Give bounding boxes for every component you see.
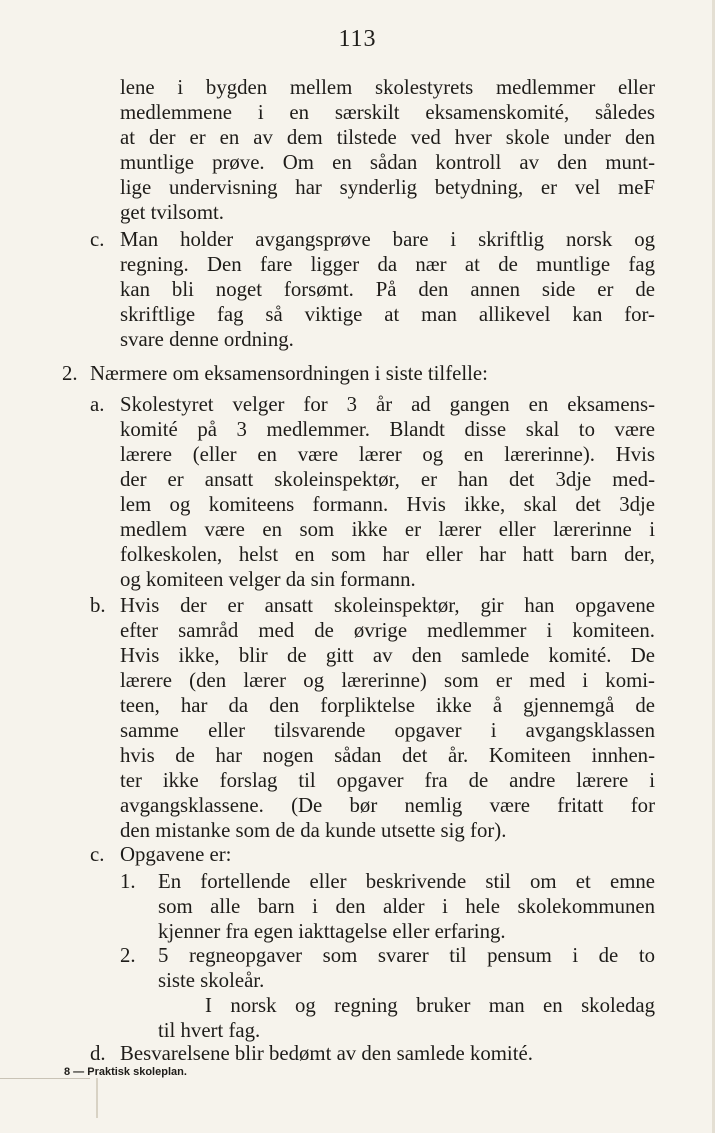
text-line: komité på 3 medlemmer. Blandt disse skal to være	[120, 418, 655, 441]
text-line: lærere (eller en være lærer og en lærerinne). Hvis	[120, 443, 655, 466]
text-line: lene i bygden mellem skolestyrets medlemmer eller	[120, 76, 655, 99]
text-line: svare denne ordning.	[120, 328, 294, 351]
text-line: siste skoleår.	[158, 969, 265, 992]
section-label: 2.	[62, 362, 78, 385]
text-line: som alle barn i den alder i hele skolekommunen	[158, 895, 655, 918]
text-line: Hvis der er ansatt skoleinspektør, gir han opgavene	[120, 594, 655, 617]
text-line: get tvilsomt.	[120, 201, 224, 224]
subitem-label: 2.	[120, 944, 136, 967]
page-number: 113	[338, 26, 377, 52]
divider	[0, 1078, 90, 1079]
text-line: samme eller tilsvarende opgaver i avgangsklassen	[120, 719, 655, 742]
text-line: efter samråd med de øvrige medlemmer i komiteen.	[120, 619, 655, 642]
text-line: Opgavene er:	[120, 843, 232, 866]
footer-signature: 8 — Praktisk skoleplan.	[64, 1066, 187, 1078]
text-line: der er ansatt skoleinspektør, er han det 3dje med-	[120, 468, 655, 491]
text-line: Man holder avgangsprøve bare i skriftlig norsk og	[120, 228, 655, 251]
text-line: 5 regneopgaver som svarer til pensum i de to	[158, 944, 655, 967]
text-line: ter ikke forslag til opgaver fra de andre lærere i	[120, 769, 655, 792]
text-line: folkeskolen, helst en som har eller har hatt barn der,	[120, 543, 655, 566]
item-label: b.	[90, 594, 106, 617]
text-line: Hvis ikke, blir de gitt av den samlede komité. De	[120, 644, 655, 667]
text-line: muntlige prøve. Om en sådan kontroll av den munt-	[120, 151, 655, 174]
item-label: c.	[90, 843, 105, 866]
item-label: a.	[90, 393, 105, 416]
text-line: regning. Den fare ligger da nær at de muntlige fag	[120, 253, 655, 276]
text-line: lærere (den lærer og lærerinne) som er med i komi-	[120, 669, 655, 692]
text-line: I norsk og regning bruker man en skoledag	[205, 994, 655, 1017]
text-line: kan bli noget forsømt. På den annen side er de	[120, 278, 655, 301]
text-line: medlem være en som ikke er lærer eller lærerinne i	[120, 518, 655, 541]
text-line: En fortellende eller beskrivende stil om et emne	[158, 870, 655, 893]
text-line: den mistanke som de da kunde utsette sig for).	[120, 819, 507, 842]
text-line: til hvert fag.	[158, 1019, 261, 1042]
text-line: Besvarelsene blir bedømt av den samlede komité.	[120, 1042, 533, 1065]
text-line: avgangsklassene. (De bør nemlig være fritatt for	[120, 794, 655, 817]
text-line: kjenner fra egen iakttagelse eller erfaring.	[158, 920, 506, 943]
text-line: Skolestyret velger for 3 år ad gangen en eksamens-	[120, 393, 655, 416]
text-line: medlemmene i en særskilt eksamenskomité, således	[120, 101, 655, 124]
text-line: lem og komiteens formann. Hvis ikke, skal det 3dje	[120, 493, 655, 516]
item-label: d.	[90, 1042, 106, 1065]
divider	[96, 1078, 98, 1118]
text-line: skriftlige fag så viktige at man allikevel kan for-	[120, 303, 655, 326]
text-line: og komiteen velger da sin formann.	[120, 568, 416, 591]
section-heading: Nærmere om eksamensordningen i siste tilfelle:	[90, 362, 488, 385]
text-line: at der er en av dem tilstede ved hver skole under den	[120, 126, 655, 149]
text-line: hvis de har nogen sådan det år. Komiteen innhen-	[120, 744, 655, 767]
item-label: c.	[90, 228, 105, 251]
text-line: lige undervisning har synderlig betydning, er vel meF	[120, 176, 655, 199]
subitem-label: 1.	[120, 870, 136, 893]
text-line: teen, har da den forpliktelse ikke å gjennemgå de	[120, 694, 655, 717]
